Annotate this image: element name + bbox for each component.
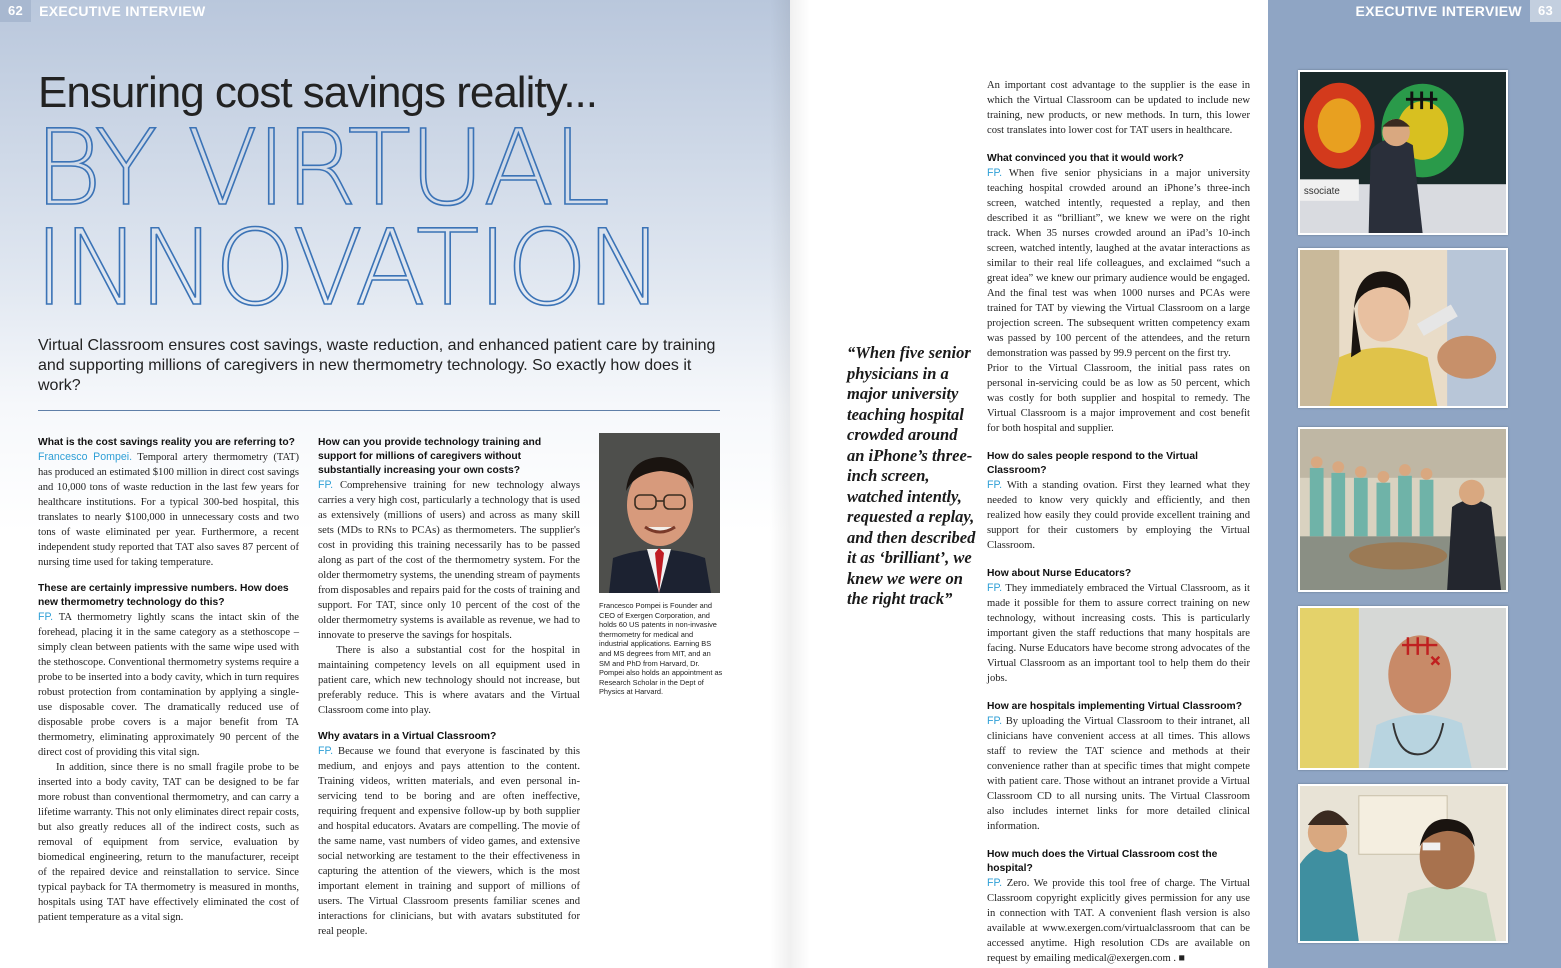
question-heading: What is the cost savings reality you are referring to? [38, 437, 295, 448]
avatar-image-nurse-station [1298, 427, 1508, 592]
nurse-station-illustration [1300, 429, 1506, 590]
right-section-label: EXECUTIVE INTERVIEW [1355, 3, 1522, 19]
thermal-screen-illustration [1300, 72, 1506, 233]
answer-text: Temporal artery thermometry (TAT) has produced an estimated $100 million in direct cost savings and 10,000 tons of waste reduction in the last few years for healthcare institutions. For a typical 300-bed hospital, this translates to nearly $100,000 in unnecessary costs and two tons of waste eliminated per year. Furthermore, a recent independent study reported that TAT also saves 87 percent of nursing time used for taking temperature. [38, 452, 299, 568]
answer-paragraph: In addition, since there is no small fragile probe to be inserted into a body cavity, TAT can be designed to be far more robust than conventional thermometry, and can carry a lifetime warranty. This not only eliminates direct repair costs, but also greatly reduces all of the indirect costs, such as removal of equipment from service, evaluation by biomedical engineering, return to the manufacturer, receipt of the repaired device and reinstallation to service. Since typical payback for TA thermometry is measured in months, hospitals using TAT have effectively eliminated the cost of patient temperature as a vital sign. [38, 762, 299, 923]
question-heading: How about Nurse Educators? [987, 568, 1132, 579]
avatar-image-temple-scan [1298, 784, 1508, 943]
answer-paragraph [987, 581, 1250, 686]
answer-paragraph [318, 744, 580, 939]
article-column-3 [987, 78, 1250, 966]
patient-forehead-illustration [1300, 608, 1506, 768]
answer-paragraph [987, 166, 1250, 361]
answer-paragraph [38, 450, 299, 570]
answer-paragraph [318, 478, 580, 643]
answer-paragraph [987, 478, 1250, 553]
avatar-image-thermal-screen [1298, 70, 1508, 235]
speaker-label: FP. [318, 745, 334, 757]
question-heading: How much does the Virtual Classroom cost the hospital? [987, 849, 1218, 874]
article-title: Ensuring cost savings reality... [38, 68, 597, 117]
answer-text: They immediately embraced the Virtual Classroom, as it made it possible for them to assure correct training on new technology, without increasing costs. This is particularly important given the staff reductions that many hospitals are facing. Nurse Educators have become strong advocates of the Virtual Classroom as an important tool to help them do their jobs. [987, 583, 1250, 684]
answer-text: TA thermometry lightly scans the intact skin of the forehead, placing it in the same category as a stethoscope – simply clean between patients with the same wipe used with the stethoscope. Conventional thermometry systems require a probe to be inserted into a body cavity, which in turn requires robust protection from contamination by applying a single-use disposable cover. The dramatically reduced use of disposable probe covers is a major benefit from TA thermometry, eliminating approximately 90 percent of the direct cost of providing this vital sign. [38, 612, 299, 758]
answer-text: Zero. We provide this tool free of charge. The Virtual Classroom copyright explicitly gives permission for any use in connection with TAT. A convenient flash version is also available at www.exergen.com/virtualclassroom that can be accessed anytime. High resolution CDs are available on request by emailing medical@exergen.com . ■ [987, 878, 1250, 964]
speaker-label: FP. [987, 167, 1003, 179]
portrait-photo [599, 433, 720, 593]
avatar-image-patient-forehead [1298, 606, 1508, 770]
speaker-label: FP. [318, 479, 334, 491]
avatar-image-nurse-thermometer [1298, 248, 1508, 408]
question-heading: What convinced you that it would work? [987, 153, 1184, 164]
question-heading: How do sales people respond to the Virtual Classroom? [987, 451, 1198, 476]
speaker-label: Francesco Pompei. [38, 451, 133, 463]
answer-text: Comprehensive training for new technology always carries a very high cost, particularly a technology that is used as extensively (millions of users) and across as many skill sets (MDs to RNs to PCAs) as thermometers. The supplier's cost in providing this training necessarily has to be passed along as part of the cost of the thermometry system. For the older thermometry systems, the unending stream of payments from disposables and repairs paid for the costs of training and support. For TAT, since only 10 percent of the cost of the older thermometry systems is available as revenue, we had to innovate to preserve the savings for hospitals. [318, 480, 580, 641]
left-page-header [0, 0, 790, 22]
answer-paragraph: An important cost advantage to the supplier is the ease in which the Virtual Classroom can be updated to include new training, new products, or new methods. In turn, this lower cost translates into lower cost for TAT users in healthcare. [987, 80, 1250, 136]
article-column-2 [318, 436, 580, 939]
article-column-1 [38, 436, 299, 925]
question-heading: How can you provide technology training and support for millions of caregivers without substantially increasing your own costs? [318, 437, 542, 476]
page-gutter [770, 0, 810, 968]
speaker-label: FP. [987, 582, 1003, 594]
left-section-label: EXECUTIVE INTERVIEW [39, 3, 206, 19]
question-heading: These are certainly impressive numbers. How does new thermometry technology do this? [38, 583, 289, 608]
answer-text: When five senior physicians in a major university teaching hospital crowded around an iPhone’s three-inch screen, watched intently, requested a replay, and then described it as “brilliant”, we knew we were on the right track. When 35 nurses crowded around an iPad’s 10-inch screen, watched intently, laughed at the avatar interactions as similar to their real life colleagues, and exclaimed “such a great idea” we knew our primary audience would be engaged. And the final test was when 1000 nurses and PCAs were trained for TAT by viewing the Virtual Classroom on a large projection screen. The subsequent written competency exam was passed by 100 percent of the attendees, and the return demonstration was passed by 99.9 percent on the first try. [987, 168, 1250, 359]
answer-paragraph [987, 714, 1250, 834]
temple-scan-illustration [1300, 786, 1506, 941]
answer-paragraph [38, 610, 299, 760]
portrait-illustration [599, 433, 720, 593]
thermal-screen-sign-text: ssociate [1303, 185, 1340, 197]
speaker-label: FP. [987, 877, 1003, 889]
headline-line-1: BY VIRTUAL [34, 107, 609, 229]
answer-text: With a standing ovation. First they learned what they needed to know very quickly and efficiently, and then realized how easily they could provide excellent training and support for their customers by employing the Virtual Classroom. [987, 480, 1250, 551]
left-page-number: 62 [0, 0, 31, 22]
headline-line-2: INNOVATION [34, 207, 662, 329]
right-page-header [1268, 0, 1561, 22]
nurse-thermometer-illustration [1300, 250, 1506, 406]
portrait-caption: Francesco Pompei is Founder and CEO of Exergen Corporation, and holds 60 US patents in non-invasive thermometry for medical and industrial applications. Earning BS and MS degrees from MIT, and an SM and PhD from Harvard, Dr. Pompei also holds an appointment as Research Scholar in the Dept of Physics at Harvard. [599, 601, 723, 697]
pull-quote: “When five senior physicians in a major university teaching hospital crowded around an iPhone’s three-inch screen, watched intently, requested a replay, and then described it as ‘brilliant’, we knew we were on the right track” [847, 343, 976, 608]
article-intro: Virtual Classroom ensures cost savings, waste reduction, and enhanced patient care by training and supporting millions of caregivers in new thermometry technology. So exactly how does it work? [38, 337, 716, 394]
speaker-label: FP. [987, 479, 1003, 491]
question-heading: How are hospitals implementing Virtual Classroom? [987, 701, 1242, 712]
intro-divider [38, 410, 720, 411]
speaker-label: FP. [38, 611, 54, 623]
answer-paragraph: Prior to the Virtual Classroom, the initial pass rates on personal in-servicing could be as low as 50 percent, which was costly for both supplier and hospital to remedy. The Virtual Classroom is a major improvement and cost benefit for both hospital and supplier. [987, 363, 1250, 434]
answer-text: By uploading the Virtual Classroom to their intranet, all clinicians have convenient access at all times. This allows staff to review the TAT science and methods at their convenience rather than at specific times that might compete with patient care. Those without an intranet provide a Virtual Classroom CD to all nursing units. The Virtual Classroom also includes internet links for more detailed clinical information. [987, 716, 1250, 832]
question-heading: Why avatars in a Virtual Classroom? [318, 731, 497, 742]
article-headline [34, 107, 662, 329]
answer-paragraph: There is also a substantial cost for the hospital in maintaining competency levels on all equipment used in patient care, which new technology should not increase, but preferably reduce. This is where avatars and the Virtual Classroom come into play. [318, 645, 580, 716]
right-page-number: 63 [1530, 0, 1561, 22]
answer-text: Because we found that everyone is fascinated by this medium, and enjoys and pays attention to the content. Training videos, written materials, and even personal in-servicing tend to be boring and are often ineffective, requiring frequent and expensive follow-up by both supplier and hospital educators. Avatars are compelling. The movie of the same name, vast numbers of video games, and extensive social networking are testament to the their effectiveness in capturing the attention of the viewers, which is the most important element in training and support of millions of users. The Virtual Classroom presents familiar scenes and interactions for clinicians, but with avatars substituted for real people. [318, 746, 580, 937]
answer-paragraph [987, 876, 1250, 966]
speaker-label: FP. [987, 715, 1003, 727]
